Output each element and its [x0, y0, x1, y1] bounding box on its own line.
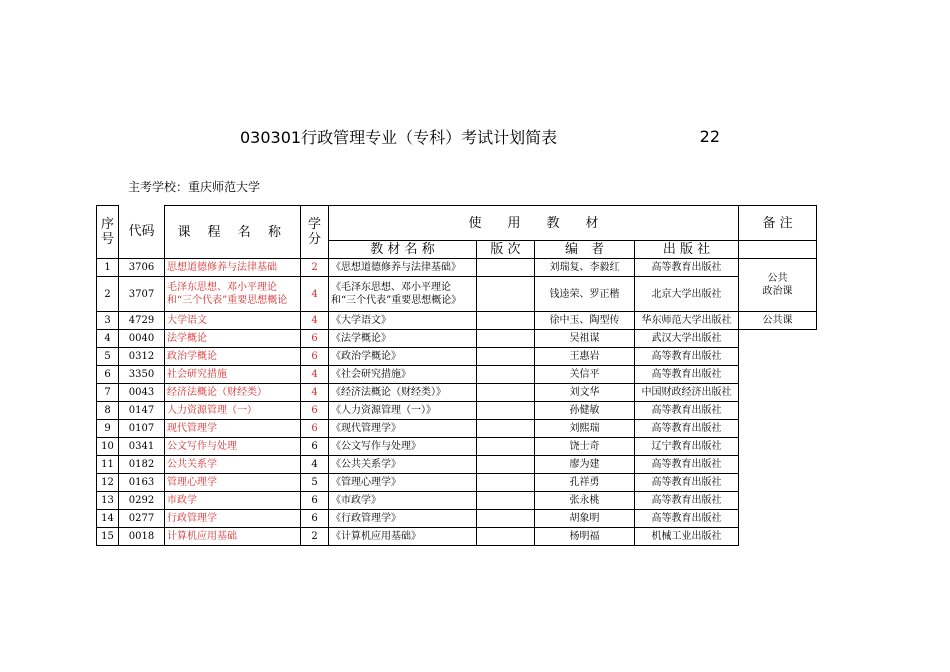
credit-cell: 6 [301, 402, 329, 420]
textbook-name-cell: 《大学语文》 [329, 312, 477, 330]
code-cell: 0147 [119, 402, 165, 420]
editor-cell: 王惠岩 [535, 348, 635, 366]
textbook-name-cell: 《毛泽东思想、邓小平理论和“三个代表”重要思想概论》 [329, 277, 477, 312]
edition-cell [477, 492, 535, 510]
seq-cell: 3 [97, 312, 119, 330]
editor-cell: 关信平 [535, 366, 635, 384]
course-name-cell: 社会研究措施 [165, 366, 301, 384]
code-cell: 0163 [119, 474, 165, 492]
credit-cell: 2 [301, 259, 329, 277]
edition-cell [477, 277, 535, 312]
seq-cell: 15 [97, 528, 119, 546]
seq-cell: 11 [97, 456, 119, 474]
publisher-cell: 华东师范大学出版社 [635, 312, 739, 330]
course-name-cell: 毛泽东思想、邓小平理论和“三个代表”重要思想概论 [165, 277, 301, 312]
code-cell: 3350 [119, 366, 165, 384]
publisher-cell: 高等教育出版社 [635, 510, 739, 528]
textbook-name-cell: 《行政管理学》 [329, 510, 477, 528]
textbook-name-cell: 《人力资源管理（一）》 [329, 402, 477, 420]
edition-cell [477, 330, 535, 348]
table-row [97, 259, 817, 277]
header-remark: 备 注 [739, 206, 817, 241]
editor-cell: 胡象明 [535, 510, 635, 528]
table-row [97, 492, 817, 510]
textbook-name-cell: 《管理心理学》 [329, 474, 477, 492]
code-cell: 0040 [119, 330, 165, 348]
host-school: 主考学校：重庆师范大学 [128, 180, 261, 194]
table-row [97, 348, 817, 366]
credit-cell: 4 [301, 366, 329, 384]
header-credit: 学分 [301, 206, 329, 259]
credit-cell: 4 [301, 312, 329, 330]
publisher-cell: 高等教育出版社 [635, 259, 739, 277]
textbook-name-cell: 《社会研究措施》 [329, 366, 477, 384]
course-name-cell: 市政学 [165, 492, 301, 510]
header-editor: 编 者 [535, 241, 635, 259]
editor-cell: 张永桃 [535, 492, 635, 510]
header-course: 课 程 名 称 [165, 206, 301, 259]
header-publisher: 出 版 社 [635, 241, 739, 259]
course-name-cell: 经济法概论（财经类） [165, 384, 301, 402]
publisher-cell: 高等教育出版社 [635, 492, 739, 510]
seq-cell: 5 [97, 348, 119, 366]
table-row [97, 277, 817, 312]
course-name-cell: 公文写作与处理 [165, 438, 301, 456]
table-row [97, 528, 817, 546]
code-cell: 3706 [119, 259, 165, 277]
publisher-cell: 高等教育出版社 [635, 456, 739, 474]
textbook-name-cell: 《思想道德修养与法律基础》 [329, 259, 477, 277]
editor-cell: 饶士奇 [535, 438, 635, 456]
code-cell: 0312 [119, 348, 165, 366]
seq-cell: 4 [97, 330, 119, 348]
credit-cell: 5 [301, 474, 329, 492]
textbook-name-cell: 《计算机应用基础》 [329, 528, 477, 546]
textbook-name-cell: 《现代管理学》 [329, 420, 477, 438]
credit-cell: 4 [301, 384, 329, 402]
editor-cell: 刘熙瑞 [535, 420, 635, 438]
publisher-cell: 高等教育出版社 [635, 366, 739, 384]
editor-cell: 徐中玉、陶型传 [535, 312, 635, 330]
table-row [97, 456, 817, 474]
publisher-cell: 高等教育出版社 [635, 402, 739, 420]
table-row [97, 438, 817, 456]
edition-cell [477, 366, 535, 384]
editor-cell: 孔祥勇 [535, 474, 635, 492]
table-row [97, 402, 817, 420]
edition-cell [477, 528, 535, 546]
table-row [97, 384, 817, 402]
credit-cell: 6 [301, 492, 329, 510]
edition-cell [477, 438, 535, 456]
seq-cell: 13 [97, 492, 119, 510]
table-row [97, 420, 817, 438]
code-cell: 0292 [119, 492, 165, 510]
course-name-cell: 思想道德修养与法律基础 [165, 259, 301, 277]
header-seq: 序号 [97, 206, 119, 259]
table-row [97, 474, 817, 492]
seq-cell: 2 [97, 277, 119, 312]
textbook-name-cell: 《经济法概论（财经类）》 [329, 384, 477, 402]
table-body [97, 206, 817, 546]
remark-public-political: 公共 政治课 [739, 259, 817, 312]
edition-cell [477, 259, 535, 277]
textbook-name-cell: 《政治学概论》 [329, 348, 477, 366]
credit-cell: 4 [301, 456, 329, 474]
course-name-cell: 法学概论 [165, 330, 301, 348]
credit-cell: 4 [301, 277, 329, 312]
code-cell: 0182 [119, 456, 165, 474]
textbook-name-cell: 《法学概论》 [329, 330, 477, 348]
code-cell: 0277 [119, 510, 165, 528]
edition-cell [477, 510, 535, 528]
edition-cell [477, 420, 535, 438]
publisher-cell: 高等教育出版社 [635, 348, 739, 366]
code-cell: 0043 [119, 384, 165, 402]
header-row [97, 206, 817, 241]
textbook-name-cell: 《公文写作与处理》 [329, 438, 477, 456]
table-row [97, 366, 817, 384]
exam-plan-table [96, 205, 817, 546]
textbook-name-cell: 《公共关系学》 [329, 456, 477, 474]
edition-cell [477, 456, 535, 474]
page-number: 22 [699, 126, 720, 146]
credit-cell: 2 [301, 528, 329, 546]
publisher-cell: 高等教育出版社 [635, 420, 739, 438]
course-name-cell: 大学语文 [165, 312, 301, 330]
textbook-name-cell: 《市政学》 [329, 492, 477, 510]
seq-cell: 9 [97, 420, 119, 438]
credit-cell: 6 [301, 348, 329, 366]
header-book-name: 教 材 名 称 [329, 241, 477, 259]
edition-cell [477, 402, 535, 420]
document-title [240, 124, 720, 148]
editor-cell: 钱逵荣、罗正楷 [535, 277, 635, 312]
course-name-cell: 政治学概论 [165, 348, 301, 366]
editor-cell: 吴祖谋 [535, 330, 635, 348]
header-remark-blank [739, 241, 817, 259]
publisher-cell: 机械工业出版社 [635, 528, 739, 546]
credit-cell: 6 [301, 420, 329, 438]
code-cell: 0018 [119, 528, 165, 546]
editor-cell: 杨明福 [535, 528, 635, 546]
remark-blank [739, 330, 817, 546]
course-name-cell: 管理心理学 [165, 474, 301, 492]
credit-cell: 6 [301, 510, 329, 528]
course-name-cell: 计算机应用基础 [165, 528, 301, 546]
editor-cell: 刘文华 [535, 384, 635, 402]
editor-cell: 刘瑞复、李毅红 [535, 259, 635, 277]
publisher-cell: 北京大学出版社 [635, 277, 739, 312]
header-edition: 版 次 [477, 241, 535, 259]
edition-cell [477, 312, 535, 330]
seq-cell: 6 [97, 366, 119, 384]
course-name-cell: 人力资源管理（一） [165, 402, 301, 420]
seq-cell: 1 [97, 259, 119, 277]
edition-cell [477, 474, 535, 492]
seq-cell: 8 [97, 402, 119, 420]
course-name-cell: 现代管理学 [165, 420, 301, 438]
table-row [97, 312, 817, 330]
code-cell: 4729 [119, 312, 165, 330]
remark-public: 公共课 [739, 312, 817, 330]
table-row [97, 330, 817, 348]
seq-cell: 7 [97, 384, 119, 402]
credit-cell: 6 [301, 330, 329, 348]
edition-cell [477, 348, 535, 366]
table-row [97, 510, 817, 528]
header-textbook: 使 用 教 材 [329, 206, 739, 241]
code-cell: 0107 [119, 420, 165, 438]
code-cell: 3707 [119, 277, 165, 312]
title-text: 030301行政管理专业（专科）考试计划简表 [240, 127, 558, 147]
editor-cell: 廖为建 [535, 456, 635, 474]
seq-cell: 14 [97, 510, 119, 528]
header-code: 代码 [119, 206, 165, 259]
seq-cell: 10 [97, 438, 119, 456]
edition-cell [477, 384, 535, 402]
publisher-cell: 武汉大学出版社 [635, 330, 739, 348]
publisher-cell: 高等教育出版社 [635, 474, 739, 492]
course-name-cell: 公共关系学 [165, 456, 301, 474]
editor-cell: 孙健敏 [535, 402, 635, 420]
course-name-cell: 行政管理学 [165, 510, 301, 528]
seq-cell: 12 [97, 474, 119, 492]
publisher-cell: 辽宁教育出版社 [635, 438, 739, 456]
credit-cell: 6 [301, 438, 329, 456]
publisher-cell: 中国财政经济出版社 [635, 384, 739, 402]
code-cell: 0341 [119, 438, 165, 456]
